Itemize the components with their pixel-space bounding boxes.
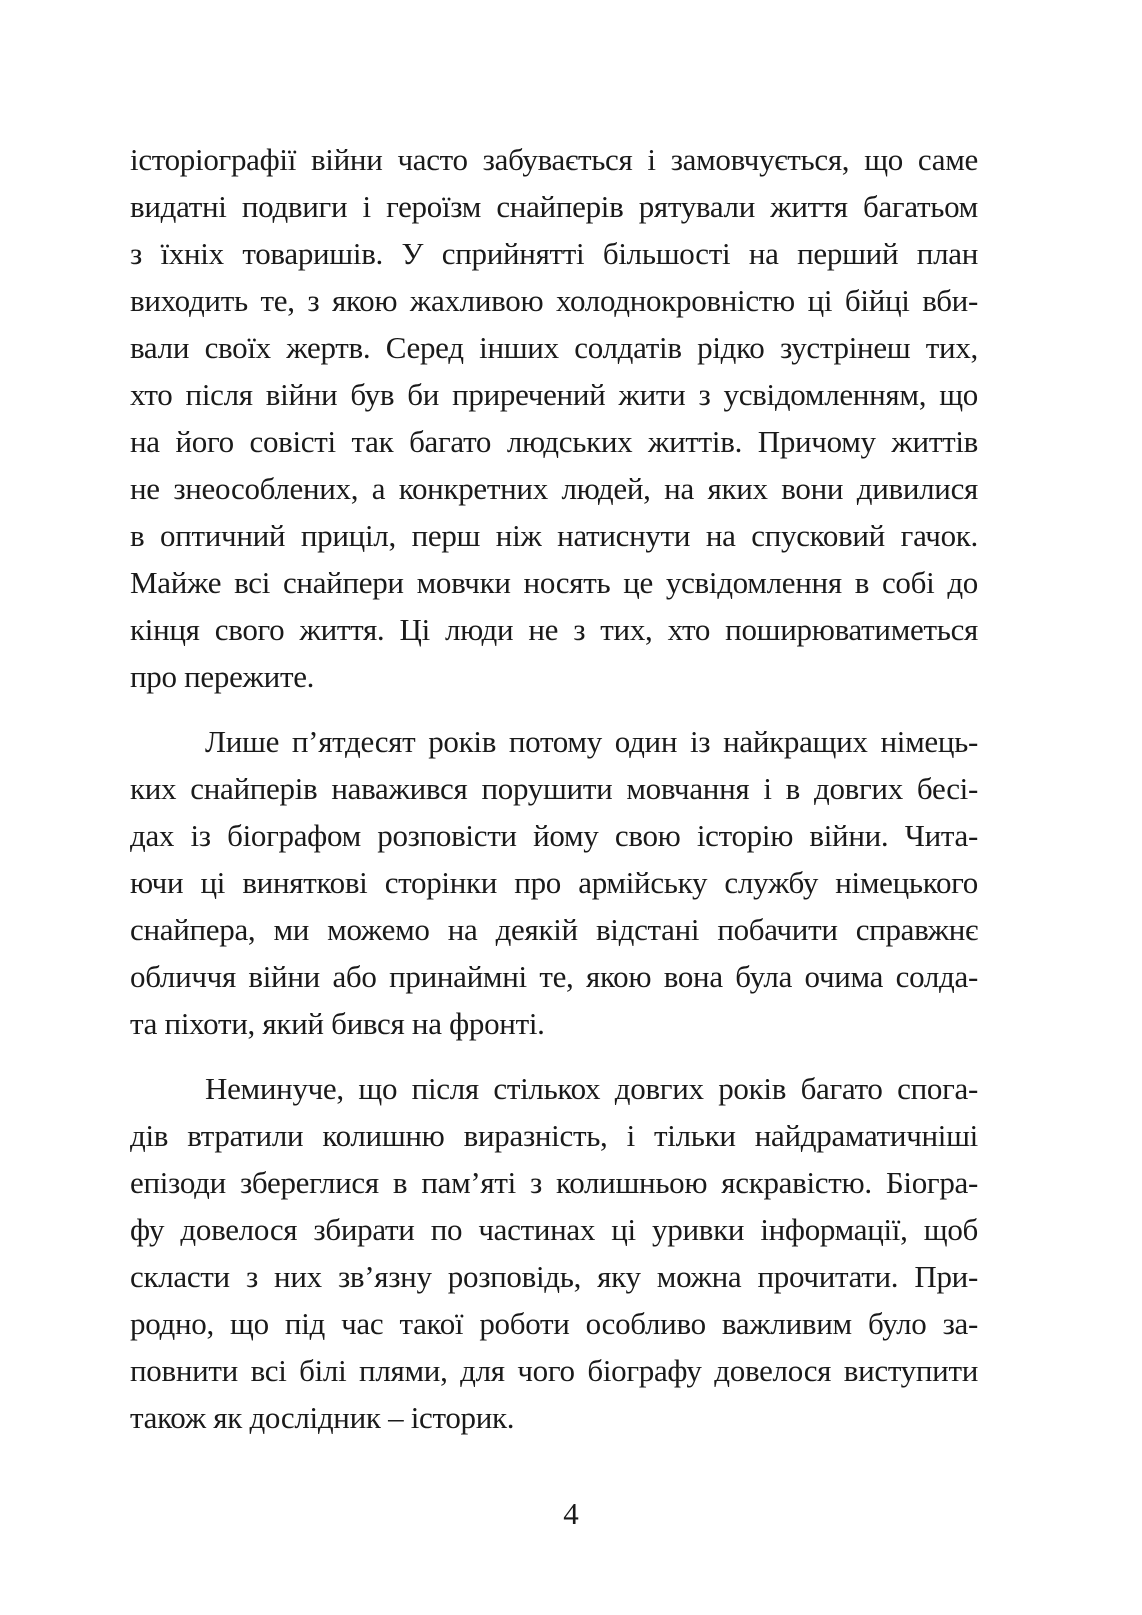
text-line: в оптичний приціл, перш ніж натиснути на спусковий гачок.: [130, 518, 978, 553]
text-line: фу довелося збирати по частинах ці уривки інформації, щоб: [130, 1212, 978, 1247]
text-line: вали своїх жертв. Серед інших солдатів рідко зустрінеш тих,: [130, 330, 978, 365]
text-line: дів втратили колишню виразність, і тільки найдраматичніші: [130, 1118, 978, 1153]
text-line: історіографії війни часто забувається і замовчується, що саме: [130, 142, 978, 177]
text-line: хто після війни був би приречений жити з усвідомленням, що: [130, 377, 978, 412]
page-number: 4: [563, 1496, 579, 1531]
text-line: Неминуче, що після стількох довгих років багато спога-: [205, 1071, 978, 1106]
text-line: повнити всі білі плями, для чого біографу довелося виступити: [130, 1353, 978, 1388]
text-line: та піхоти, який бився на фронті.: [130, 1006, 545, 1041]
text-line: епізоди збереглися в пам’яті з колишньою яскравістю. Біогра-: [130, 1165, 978, 1200]
text-line: про пережите.: [130, 659, 315, 694]
text-line: видатні подвиги і героїзм снайперів рятували життя багатьом: [130, 189, 978, 224]
text-line: дах із біографом розповісти йому свою історію війни. Чита-: [130, 818, 978, 853]
text-line: снайпера, ми можемо на деякій відстані побачити справжнє: [130, 912, 978, 947]
text-line: родно, що під час такої роботи особливо важливим було за-: [130, 1306, 978, 1341]
text-line: ких снайперів наважився порушити мовчання і в довгих бесі-: [130, 771, 978, 806]
text-line: також як дослідник – історик.: [130, 1400, 515, 1435]
text-line: обличчя війни або принаймні те, якою вона була очима солда-: [130, 959, 978, 994]
text-line: виходить те, з якою жахливою холоднокровністю ці бійці вби-: [130, 283, 978, 318]
text-line: скласти з них зв’язну розповідь, яку можна прочитати. При-: [130, 1259, 978, 1294]
text-line: з їхніх товаришів. У сприйнятті більшості на перший план: [130, 236, 978, 271]
text-line: кінця свого життя. Ці люди не з тих, хто поширюватиметься: [130, 612, 978, 647]
text-line: на його совісті так багато людських життів. Причому життів: [130, 424, 978, 459]
text-line: Лише п’ятдесят років потому один із найкращих німець-: [205, 724, 978, 759]
text-line: не знеособлених, а конкретних людей, на яких вони дивилися: [130, 471, 978, 506]
text-line: Майже всі снайпери мовчки носять це усвідомлення в собі до: [130, 565, 978, 600]
text-line: ючи ці виняткові сторінки про армійську службу німецького: [130, 865, 978, 900]
